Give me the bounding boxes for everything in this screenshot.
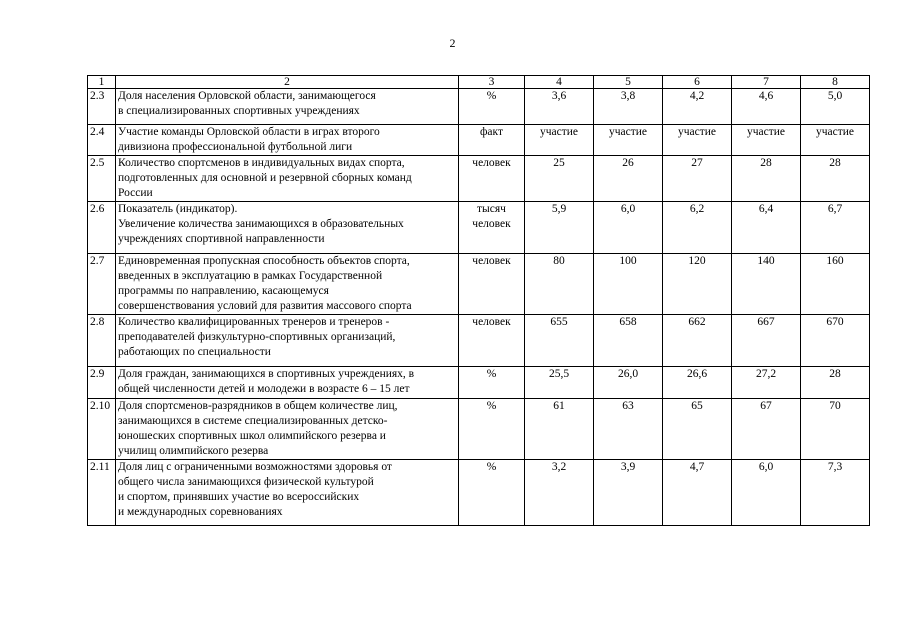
row-number: 2.8 — [88, 315, 116, 367]
description-line: подготовленных для основной и резервной сборных команд — [118, 172, 412, 184]
header-row — [88, 76, 870, 89]
description-line: Увеличение количества занимающихся в образовательных — [118, 218, 404, 230]
unit-line: человек — [472, 255, 511, 267]
description-line: и спортом, принявших участие во всероссийских — [118, 491, 360, 503]
value-cell: 25,5 — [525, 367, 594, 399]
indicator-description — [116, 399, 459, 460]
description-line: Показатель (индикатор). — [118, 203, 238, 215]
table-row — [88, 254, 870, 315]
description-line: преподавателей физкультурно-спортивных организаций, — [118, 331, 396, 343]
value-cell: 6,2 — [663, 202, 732, 254]
description-line: занимающихся в системе специализированных детско- — [118, 415, 388, 427]
row-number: 2.7 — [88, 254, 116, 315]
value-cell: 63 — [594, 399, 663, 460]
page-number: 2 — [449, 36, 456, 50]
header-cell: 6 — [663, 76, 732, 89]
value-cell: 658 — [594, 315, 663, 367]
description-line: Количество спортсменов в индивидуальных видах спорта, — [118, 157, 405, 169]
header-cell: 8 — [801, 76, 870, 89]
unit-line: % — [486, 368, 497, 380]
table-row — [88, 460, 870, 526]
unit-line: тысяч — [477, 203, 506, 215]
row-number: 2.5 — [88, 156, 116, 202]
value-cell: 140 — [732, 254, 801, 315]
value-cell: 3,9 — [594, 460, 663, 526]
value-cell: 120 — [663, 254, 732, 315]
table-row — [88, 399, 870, 460]
value-cell: 3,8 — [594, 89, 663, 125]
description-line: работающих по специальности — [118, 346, 271, 358]
table-row — [88, 202, 870, 254]
value-cell: 27 — [663, 156, 732, 202]
value-cell: 80 — [525, 254, 594, 315]
description-line: учреждениях спортивной направленности — [118, 233, 325, 245]
indicator-description — [116, 315, 459, 367]
unit-line: факт — [479, 126, 504, 138]
value-cell: 3,2 — [525, 460, 594, 526]
value-cell: 27,2 — [732, 367, 801, 399]
description-line: общего числа занимающихся физической культурой — [118, 476, 374, 488]
header-cell: 4 — [525, 76, 594, 89]
description-line: юношеских спортивных школ олимпийского резерва и — [118, 430, 386, 442]
unit-line: человек — [472, 316, 511, 328]
value-cell: 6,7 — [801, 202, 870, 254]
value-cell: 26,6 — [663, 367, 732, 399]
description-line: Количество квалифицированных тренеров и тренеров - — [118, 316, 390, 328]
row-number: 2.11 — [88, 460, 116, 526]
value-cell: 70 — [801, 399, 870, 460]
unit-cell — [459, 125, 525, 156]
unit-cell — [459, 315, 525, 367]
description-line: Участие команды Орловской области в играх второго — [118, 126, 380, 138]
value-cell: участие — [663, 125, 732, 156]
description-line: России — [118, 187, 153, 199]
header-cell: 3 — [459, 76, 525, 89]
indicator-description — [116, 367, 459, 399]
value-cell: участие — [594, 125, 663, 156]
header-cell: 7 — [732, 76, 801, 89]
value-cell: 670 — [801, 315, 870, 367]
description-line: училищ олимпийского резерва — [118, 445, 269, 457]
value-cell: 28 — [801, 156, 870, 202]
unit-cell — [459, 156, 525, 202]
value-cell: 7,3 — [801, 460, 870, 526]
row-number: 2.10 — [88, 399, 116, 460]
value-cell: 160 — [801, 254, 870, 315]
indicator-description — [116, 202, 459, 254]
description-line: введенных в эксплуатацию в рамках Государственной — [118, 270, 383, 282]
unit-line: человек — [472, 157, 511, 169]
value-cell: 4,6 — [732, 89, 801, 125]
indicator-description — [116, 460, 459, 526]
indicator-description — [116, 89, 459, 125]
unit-line: человек — [472, 218, 511, 230]
description-line: Доля граждан, занимающихся в спортивных учреждениях, в — [118, 368, 415, 380]
value-cell: 662 — [663, 315, 732, 367]
indicator-description — [116, 156, 459, 202]
description-line: совершенствования условий для развития массового спорта — [118, 300, 412, 312]
unit-cell — [459, 89, 525, 125]
value-cell: 5,0 — [801, 89, 870, 125]
unit-line: % — [486, 90, 497, 102]
value-cell: 100 — [594, 254, 663, 315]
indicator-description — [116, 254, 459, 315]
value-cell: 28 — [732, 156, 801, 202]
unit-line: % — [486, 400, 497, 412]
table-row — [88, 125, 870, 156]
value-cell: 6,0 — [732, 460, 801, 526]
value-cell: участие — [732, 125, 801, 156]
value-cell: 26,0 — [594, 367, 663, 399]
value-cell: 65 — [663, 399, 732, 460]
description-line: дивизиона профессиональной футбольной лиги — [118, 141, 353, 153]
description-line: и международных соревнованиях — [118, 506, 283, 518]
value-cell: 26 — [594, 156, 663, 202]
row-number: 2.3 — [88, 89, 116, 125]
description-line: программы по направлению, касающемуся — [118, 285, 329, 297]
value-cell: 6,4 — [732, 202, 801, 254]
value-cell: 4,7 — [663, 460, 732, 526]
header-cell: 2 — [116, 76, 459, 89]
table-row — [88, 89, 870, 125]
row-number: 2.6 — [88, 202, 116, 254]
value-cell: 655 — [525, 315, 594, 367]
description-line: в специализированных спортивных учреждениях — [118, 105, 360, 117]
unit-cell — [459, 254, 525, 315]
description-line: общей численности детей и молодежи в возрасте 6 – 15 лет — [118, 383, 410, 395]
description-line: Единовременная пропускная способность объектов спорта, — [118, 255, 410, 267]
value-cell: 28 — [801, 367, 870, 399]
unit-cell — [459, 202, 525, 254]
description-line: Доля лиц с ограниченными возможностями здоровья от — [118, 461, 392, 473]
table-row — [88, 315, 870, 367]
value-cell: 4,2 — [663, 89, 732, 125]
value-cell: 667 — [732, 315, 801, 367]
unit-cell — [459, 367, 525, 399]
indicator-description — [116, 125, 459, 156]
description-line: Доля населения Орловской области, занимающегося — [118, 90, 376, 102]
value-cell: 6,0 — [594, 202, 663, 254]
value-cell: 3,6 — [525, 89, 594, 125]
description-line: Доля спортсменов-разрядников в общем количестве лиц, — [118, 400, 398, 412]
unit-line: % — [486, 461, 497, 473]
value-cell: участие — [525, 125, 594, 156]
row-number: 2.4 — [88, 125, 116, 156]
unit-cell — [459, 460, 525, 526]
value-cell: участие — [801, 125, 870, 156]
value-cell: 67 — [732, 399, 801, 460]
value-cell: 25 — [525, 156, 594, 202]
unit-cell — [459, 399, 525, 460]
header-cell: 5 — [594, 76, 663, 89]
indicators-table — [87, 75, 870, 526]
table-row — [88, 156, 870, 202]
table-row — [88, 367, 870, 399]
value-cell: 5,9 — [525, 202, 594, 254]
header-cell: 1 — [88, 76, 116, 89]
row-number: 2.9 — [88, 367, 116, 399]
value-cell: 61 — [525, 399, 594, 460]
